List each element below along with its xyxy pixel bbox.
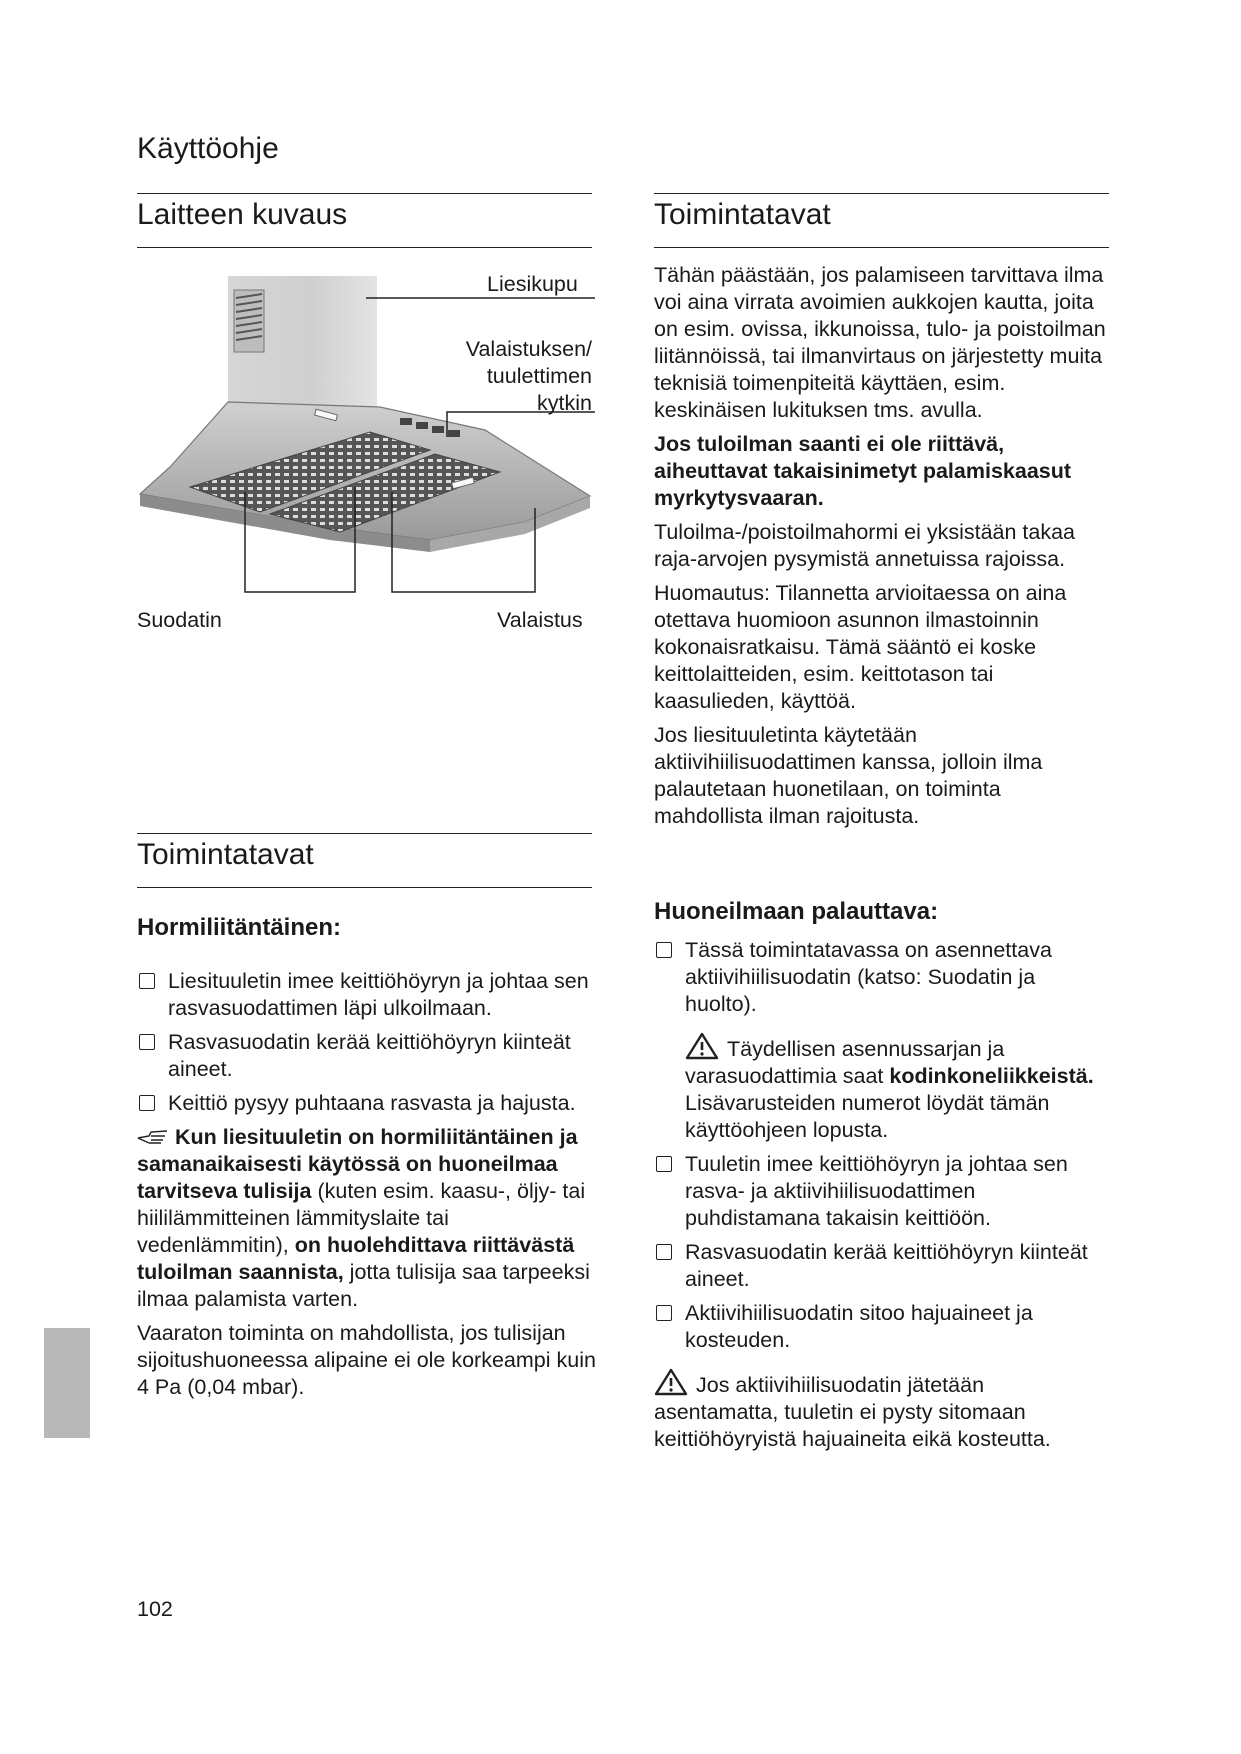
divider <box>137 833 592 834</box>
paragraph: Huomautus: Tilannetta arvioitaessa on aina otettava huomioon asunnon ilmastoinnin kokonaisratkaisu. Tämä sääntö ei koske keittolaitteiden, esim. keittotason tai kaasulieden, käyttöä. <box>654 581 1067 713</box>
checkbox-icon <box>656 1244 672 1260</box>
safe-operation-text: Vaaraton toiminta on mahdollista, jos tulisijan sijoitushuoneessa alipaine ei ole korkeampi kuin 4 Pa (0,04 mbar). <box>137 1321 596 1399</box>
list-item-text: Liesituuletin imee keittiöhöyryn ja johtaa sen rasvasuodattimen läpi ulkoilmaan. <box>168 969 589 1020</box>
list-item <box>137 968 602 1022</box>
label-switch-line: Valaistuksen/ <box>465 337 592 361</box>
label-switch-line: kytkin <box>537 391 592 415</box>
pointing-hand-icon <box>137 1128 169 1146</box>
note-text: (kuten esim. kaasu-, öljy- tai hiililämmitteinen lämmityslaite tai vedenlämmitin), <box>137 1179 586 1257</box>
label-hood: Liesikupu <box>487 272 578 296</box>
checkbox-icon <box>139 1034 155 1050</box>
warning-note <box>654 1368 1112 1453</box>
divider <box>137 887 592 888</box>
warning-paragraph: Jos tuloilman saanti ei ole riittävä, aiheuttavat takaisinimetyt palamiskaasut myrkytysvaaran. <box>654 432 1072 510</box>
label-switch <box>405 336 592 417</box>
section-title-modes-left: Toimintatavat <box>137 838 314 871</box>
label-light: Valaistus <box>497 608 583 632</box>
list-item-text: Tuuletin imee keittiöhöyryn ja johtaa sen rasva- ja aktiivihiilisuodattimen puhdistamana takaisin keittiöön. <box>685 1152 1068 1230</box>
warning-icon <box>654 1368 688 1396</box>
list-item <box>137 1029 602 1083</box>
list-item-text: Rasvasuodatin kerää keittiöhöyryn kiinteät aineet. <box>168 1030 571 1081</box>
warning-text: Täydellisen asennussarjan ja varasuodattimia saat <box>685 1037 1005 1088</box>
warning-text: Lisävarusteiden numerot löydät tämän käyttöohjeen lopusta. <box>685 1091 1050 1142</box>
section-title-description: Laitteen kuvaus <box>137 198 348 231</box>
paragraph: Tuloilma-/poistoilmahormi ei yksistään takaa raja-arvojen pysymistä annetuissa rajoissa. <box>654 520 1076 571</box>
checkbox-icon <box>656 1156 672 1172</box>
section-tab <box>44 1328 90 1438</box>
warning-icon <box>685 1032 719 1060</box>
right-column-text <box>654 262 1112 837</box>
warning-bold: kodinkoneliikkeistä. <box>889 1064 1094 1088</box>
checkbox-icon <box>656 942 672 958</box>
list-item <box>137 1090 602 1117</box>
divider <box>137 193 592 194</box>
list-item <box>654 1151 1112 1232</box>
range-hood-illustration <box>130 262 600 622</box>
note-bold: on huolehdittava riittävästä tuloilman saannista, <box>137 1233 575 1284</box>
left-column-text <box>137 968 602 1408</box>
list-item-text: Tässä toimintatavassa on asennettava aktiivihiilisuodatin (katso: Suodatin ja huolto). <box>685 938 1052 1016</box>
list-item-text: Aktiivihiilisuodatin sitoo hajuaineet ja kosteuden. <box>685 1301 1033 1352</box>
checkbox-icon <box>139 1095 155 1111</box>
list-item <box>654 1300 1112 1354</box>
page-number: 102 <box>137 1597 173 1621</box>
note-bold: Kun liesituuletin on hormiliitäntäinen ja samanaikaisesti käytössä on huoneilmaa tarvitseva tulisija <box>137 1125 578 1203</box>
note-text: jotta tulisija saa tarpeeksi ilmaa palamista varten. <box>137 1260 590 1311</box>
divider <box>654 193 1109 194</box>
chimney-vent <box>234 290 264 352</box>
label-filter: Suodatin <box>137 608 222 632</box>
list-item <box>654 937 1112 1018</box>
section-title-modes-right: Toimintatavat <box>654 198 831 231</box>
checkbox-icon <box>656 1305 672 1321</box>
document-title: Käyttöohje <box>137 132 279 165</box>
list-item-text: Rasvasuodatin kerää keittiöhöyryn kiinteät aineet. <box>685 1240 1088 1291</box>
divider <box>137 247 592 248</box>
warning-text: Jos aktiivihiilisuodatin jätetään asentamatta, tuuletin ei pysty sitomaan keittiöhöyryistä hajuaineita eikä kosteutta. <box>654 1373 1051 1451</box>
subtitle-chimney: Hormiliitäntäinen: <box>137 914 342 941</box>
warning-note <box>654 1032 1112 1144</box>
checkbox-icon <box>139 973 155 989</box>
right-column-list <box>654 937 1112 1460</box>
label-switch-line: tuulettimen <box>486 364 592 388</box>
paragraph: Tähän päästään, jos palamiseen tarvittava ilma voi aina virrata avoimien aukkojen kautta, joita on esim. ovissa, ikkunoissa, tulo- ja poistoilman liitännöissä, tai ilmanvirtaus on järjestetty muita teknisiä toimenpiteitä käyttäen, esim. keskinäisen lukituksen tms. avulla. <box>654 263 1106 422</box>
paragraph: Jos liesituuletinta käytetään aktiivihiilisuodattimen kanssa, jolloin ilma palautetaan huonetilaan, on toiminta mahdollista ilman rajoitusta. <box>654 723 1043 828</box>
list-item-text: Keittiö pysyy puhtaana rasvasta ja hajusta. <box>168 1091 576 1115</box>
chimney-note <box>137 1124 602 1313</box>
divider <box>654 247 1109 248</box>
subtitle-recirculation: Huoneilmaan palauttava: <box>654 898 939 925</box>
list-item <box>654 1239 1112 1293</box>
